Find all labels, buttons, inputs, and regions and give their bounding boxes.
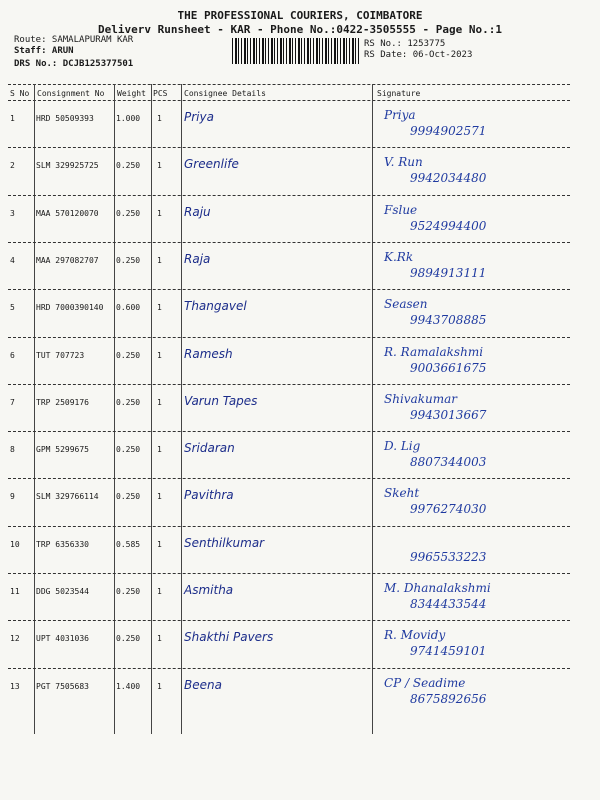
pcs-cell: 1 [157, 492, 162, 502]
consignee-name: Sridaran [184, 441, 235, 456]
consignment-cell: MAA 297082707 [36, 255, 99, 265]
page-subtitle: Deliverv Runsheet - KAR - Phone No.:0422-3505555 - Page No.:1 [98, 23, 502, 36]
weight-cell: 0.250 [116, 208, 141, 218]
signature-name: Priya [384, 108, 416, 122]
signature-name: M. Dhanalakshmi [384, 581, 491, 595]
signature-name: Shivakumar [384, 391, 457, 406]
row-divider [8, 289, 570, 290]
col-header-sno: S No [10, 89, 30, 98]
col-header-pcs: PCS [153, 89, 168, 98]
signature-phone: 9741459101 [410, 644, 487, 659]
pcs-cell: 1 [157, 208, 162, 218]
consignee-name: Asmitha [184, 583, 234, 597]
pcs-cell: 1 [157, 303, 162, 313]
sno-cell: 3 [10, 208, 15, 218]
sno-cell: 9 [10, 492, 15, 502]
sno-cell: 6 [10, 350, 15, 360]
pcs-cell: 1 [157, 161, 162, 171]
signature-phone: 9003661675 [410, 360, 487, 375]
signature-phone: 9965533223 [410, 549, 487, 564]
pcs-cell: 1 [157, 255, 162, 265]
sno-cell: 5 [10, 303, 15, 313]
col-header-consignment: Consignment No [37, 89, 105, 98]
weight-cell: 0.250 [116, 350, 141, 360]
signature-name: Seasen [384, 297, 428, 312]
weight-cell: 0.250 [116, 634, 141, 644]
signature-phone: 9943708885 [410, 313, 487, 328]
col-header-weight: Weight [117, 89, 146, 98]
consignment-cell: MAA 570120070 [36, 208, 99, 218]
sno-cell: 12 [10, 634, 20, 644]
drs-number: DRS No.: DCJB125377501 [14, 59, 134, 69]
weight-cell: 0.585 [116, 539, 141, 549]
signature-name: V. Run [384, 155, 423, 170]
consignee-name: Priya [184, 110, 214, 124]
signature-phone: 9894913111 [410, 265, 487, 280]
row-divider [8, 526, 570, 527]
signature-name: R. Movidy [384, 628, 446, 643]
weight-cell: 0.250 [116, 492, 141, 502]
consignment-cell: SLM 329925725 [36, 161, 99, 171]
signature-name: R. Ramalakshmi [384, 344, 484, 359]
weight-cell: 0.250 [116, 397, 141, 407]
signature-phone: 9943013667 [410, 407, 487, 422]
row-divider [8, 620, 570, 621]
consignee-name: Thangavel [184, 299, 247, 314]
signature-name: Skeht [384, 486, 420, 501]
signature-phone: 8807344003 [410, 455, 487, 470]
sno-cell: 7 [10, 397, 15, 407]
consignment-cell: UPT 4031036 [36, 634, 89, 644]
signature-name: Fslue [384, 202, 418, 217]
row-divider [8, 668, 570, 669]
sno-cell: 10 [10, 539, 20, 549]
consignment-cell: HRD 7000390140 [36, 303, 104, 313]
col-header-signature: Signature [377, 89, 421, 98]
pcs-cell: 1 [157, 445, 162, 455]
sno-cell: 11 [10, 587, 20, 596]
consignee-name: Ramesh [184, 346, 233, 361]
sno-cell: 1 [10, 114, 15, 123]
pcs-cell: 1 [157, 539, 162, 549]
consignment-cell: HRD 50509393 [36, 114, 94, 123]
signature-phone: 9942034480 [410, 171, 487, 186]
row-divider [8, 431, 570, 432]
consignment-cell: TUT 707723 [36, 350, 85, 360]
rs-number: RS No.: 1253775 [364, 39, 446, 49]
row-divider [8, 195, 570, 196]
weight-cell: 1.400 [116, 681, 141, 691]
consignment-cell: PGT 7505683 [36, 681, 89, 691]
consignment-cell: TRP 6356330 [36, 539, 89, 549]
signature-name: CP / Seadime [384, 675, 466, 690]
col-divider [114, 84, 115, 734]
signature-name: K.Rk [384, 249, 414, 264]
row-divider [8, 573, 570, 574]
row-divider [8, 478, 570, 479]
pcs-cell: 1 [157, 350, 162, 360]
consignee-name: Raju [184, 204, 211, 219]
col-divider [372, 84, 373, 734]
consignee-name: Beena [184, 677, 222, 692]
sno-cell: 13 [10, 681, 20, 691]
weight-cell: 0.250 [116, 445, 141, 455]
row-divider [8, 242, 570, 243]
consignment-cell: SLM 329766114 [36, 492, 99, 502]
col-divider [181, 84, 182, 734]
weight-cell: 0.600 [116, 303, 141, 313]
consignment-cell: GPM 5299675 [36, 445, 89, 455]
page-title: THE PROFESSIONAL COURIERS, COIMBATORE [177, 9, 423, 22]
consignee-name: Raja [184, 251, 211, 266]
col-divider [34, 84, 35, 734]
sno-cell: 4 [10, 255, 15, 265]
consignee-name: Pavithra [184, 488, 234, 503]
weight-cell: 0.250 [116, 587, 141, 596]
consignment-cell: TRP 2509176 [36, 397, 89, 407]
weight-cell: 1.000 [116, 114, 141, 123]
row-divider [8, 384, 570, 385]
consignee-name: Greenlife [184, 157, 239, 172]
pcs-cell: 1 [157, 634, 162, 644]
row-divider [8, 337, 570, 338]
weight-cell: 0.250 [116, 255, 141, 265]
header-top-rule [8, 84, 570, 85]
header-bottom-rule [8, 100, 570, 101]
staff-label: Staff: ARUN [14, 46, 74, 56]
consignee-name: Senthilkumar [184, 535, 265, 550]
col-divider [151, 84, 152, 734]
consignee-name: Shakthi Pavers [184, 630, 274, 645]
weight-cell: 0.250 [116, 161, 141, 171]
col-header-consignee: Consignee Details [184, 89, 266, 98]
signature-phone: 9976274030 [410, 502, 487, 517]
consignee-name: Varun Tapes [184, 393, 258, 408]
signature-phone: 8675892656 [410, 691, 487, 706]
pcs-cell: 1 [157, 114, 162, 123]
consignment-cell: DDG 5023544 [36, 587, 89, 596]
signature-phone: 9524994400 [410, 218, 487, 233]
signature-phone: 9994902571 [410, 124, 487, 138]
sno-cell: 8 [10, 445, 15, 455]
signature-name: D. Lig [384, 439, 421, 454]
row-divider [8, 147, 570, 148]
pcs-cell: 1 [157, 681, 162, 691]
signature-phone: 8344433544 [410, 597, 487, 611]
sno-cell: 2 [10, 161, 15, 171]
route-label: Route: SAMALAPURAM KAR [14, 35, 134, 45]
pcs-cell: 1 [157, 587, 162, 596]
barcode [232, 38, 360, 64]
rs-date: RS Date: 06-Oct-2023 [364, 50, 473, 60]
pcs-cell: 1 [157, 397, 162, 407]
